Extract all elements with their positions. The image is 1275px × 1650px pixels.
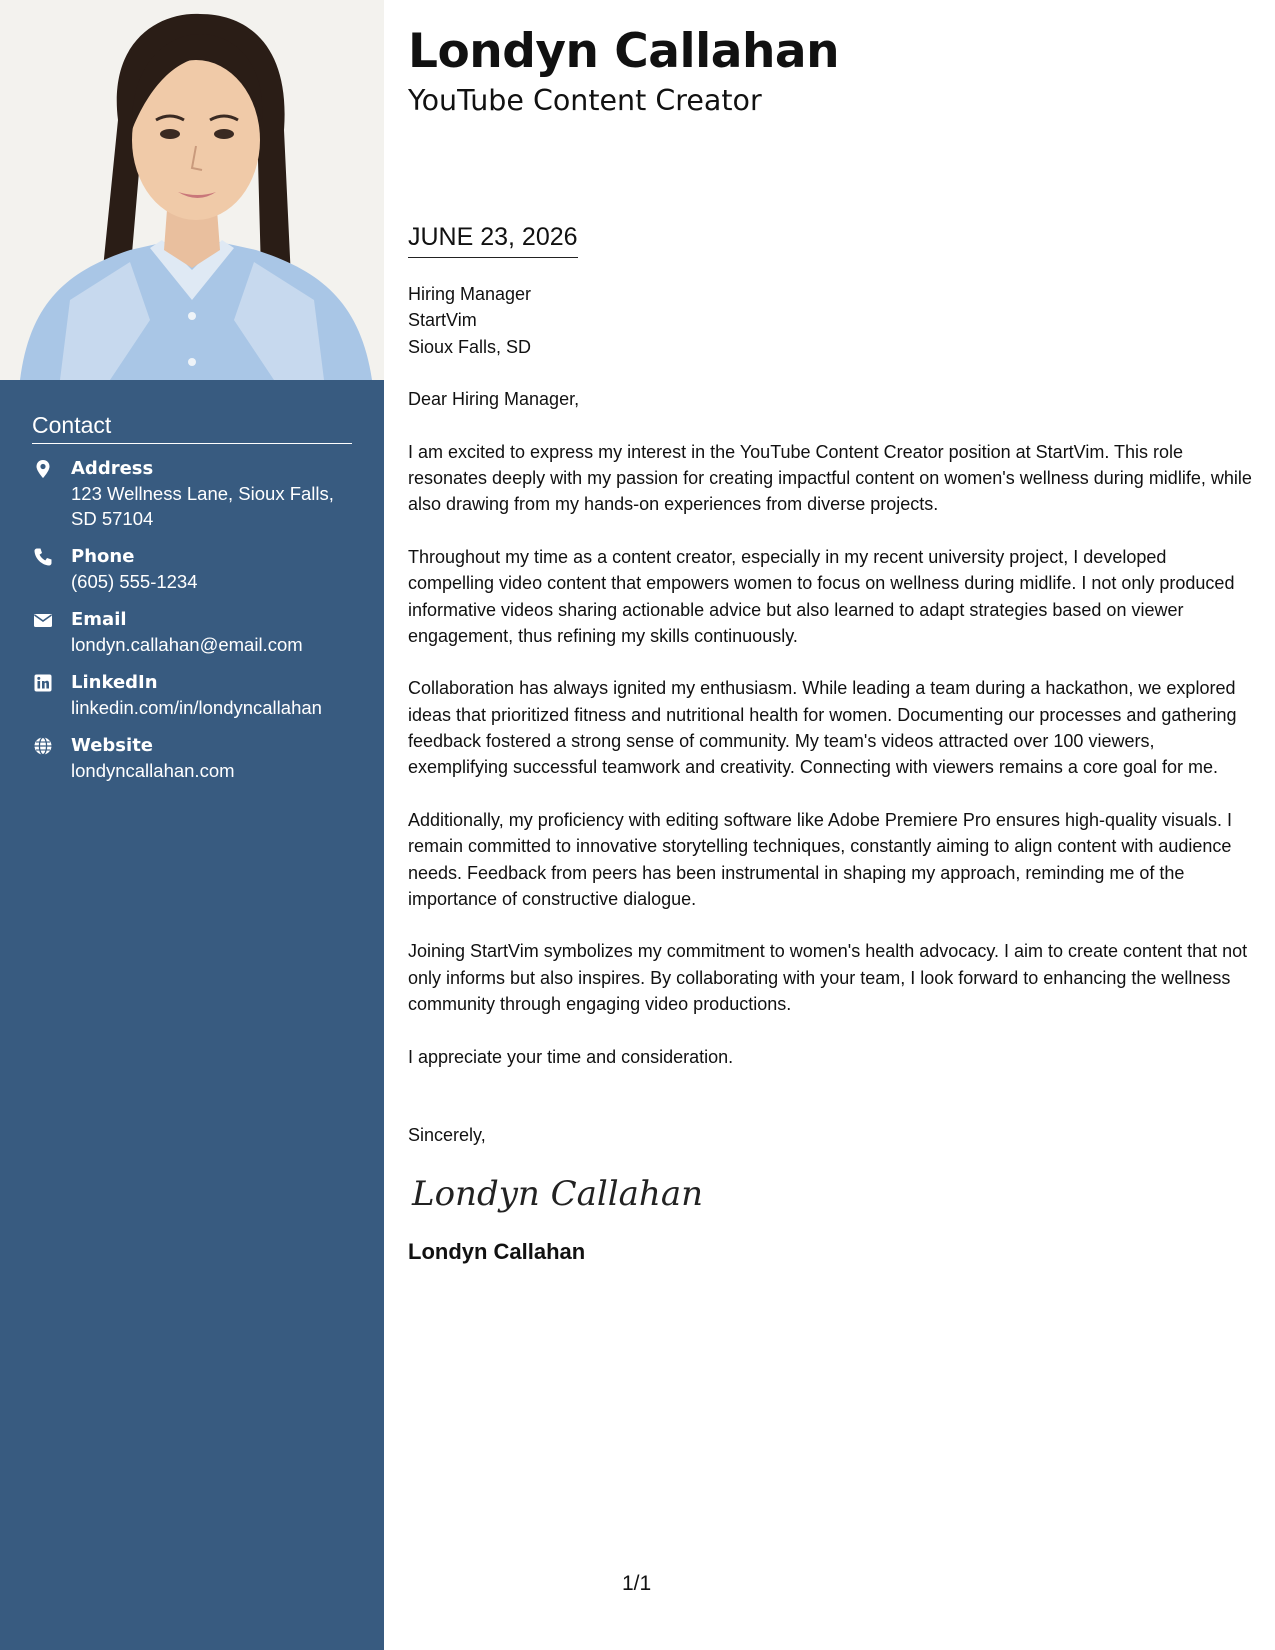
letter-paragraph: Collaboration has always ignited my enthusiasm. While leading a team during a hackathon, we explored ideas that prioritized fitness and nutritional health for women. Documenting our processes and gathering feedback fostered a strong sense of community. My team's videos attracted over 100 viewers, exemplifying successful teamwork and creativity. Connecting with viewers remains a core goal for me. — [408, 678, 1237, 778]
signature-text: Londyn Callahan — [412, 1173, 703, 1214]
contact-label: LinkedIn — [71, 672, 158, 693]
letter-body — [408, 281, 1253, 1265]
recipient-line: Sioux Falls, SD — [408, 336, 532, 357]
contact-label: Address — [71, 458, 154, 479]
page-number: 1/1 — [622, 1572, 652, 1595]
linkedin-icon — [33, 673, 53, 693]
letter-paragraph: Joining StartVim symbolizes my commitment to women's health advocacy. I aim to create content that not only informs but also inspires. By collaborating with your team, I look forward to enhancing the wellness community through engaging video productions. — [408, 941, 1248, 1015]
contact-label: Phone — [71, 546, 135, 567]
contact-address — [32, 456, 352, 531]
spacer — [408, 1096, 1253, 1122]
signature — [410, 1163, 1253, 1221]
map-pin-icon — [33, 459, 53, 479]
contact-email — [32, 607, 352, 657]
signer-name: Londyn Callahan — [408, 1238, 586, 1264]
letter-paragraph: Additionally, my proficiency with editing software like Adobe Premiere Pro ensures high-quality visuals. I remain committed to innovative storytelling techniques, constantly aiming to align content with audience needs. Feedback from peers has been instrumental in shaping my approach, reminding me of the importance of constructive dialogue. — [408, 809, 1233, 909]
phone-icon — [33, 547, 53, 567]
envelope-icon — [33, 610, 53, 630]
sidebar — [0, 0, 384, 1650]
letter-paragraph: I appreciate your time and consideration. — [408, 1046, 734, 1067]
salutation: Dear Hiring Manager, — [408, 389, 580, 410]
recipient-line: StartVim — [408, 310, 477, 331]
applicant-name: Londyn Callahan — [408, 24, 840, 79]
recipient-block — [408, 281, 1253, 360]
letter-paragraph: Throughout my time as a content creator, especially in my recent university project, I developed compelling video content that empowers women to focus on wellness during midlife. I not only produced informative videos sharing actionable advice but also learned to adapt strategies based on viewer engagement, thus refining my skills continuously. — [408, 546, 1235, 646]
closing: Sincerely, — [408, 1125, 486, 1146]
contact-phone — [32, 544, 352, 594]
profile-photo — [0, 0, 384, 380]
contact-section — [32, 412, 352, 796]
recipient-line: Hiring Manager — [408, 284, 532, 304]
contact-label: Website — [71, 735, 154, 756]
contact-value: (605) 555-1234 — [71, 571, 198, 592]
contact-label: Email — [71, 609, 127, 630]
letter-paragraph: I am excited to express my interest in the YouTube Content Creator position at StartVim. This role resonates deeply with my passion for creating impactful content on women's wellness during midlife, while also drawing from my hands-on experiences from diverse projects. — [408, 441, 1252, 515]
contact-linkedin — [32, 670, 352, 720]
contact-value: londyn.callahan@email.com — [71, 634, 303, 655]
applicant-title: YouTube Content Creator — [408, 84, 762, 117]
contact-value: londyncallahan.com — [71, 760, 235, 781]
letter-date: JUNE 23, 2026 — [408, 223, 578, 258]
globe-icon — [33, 736, 53, 756]
contact-value: 123 Wellness Lane, Sioux Falls, SD 57104 — [71, 483, 334, 529]
contact-website — [32, 733, 352, 783]
contact-heading: Contact — [32, 412, 352, 444]
contact-value: linkedin.com/in/londyncallahan — [71, 697, 322, 718]
